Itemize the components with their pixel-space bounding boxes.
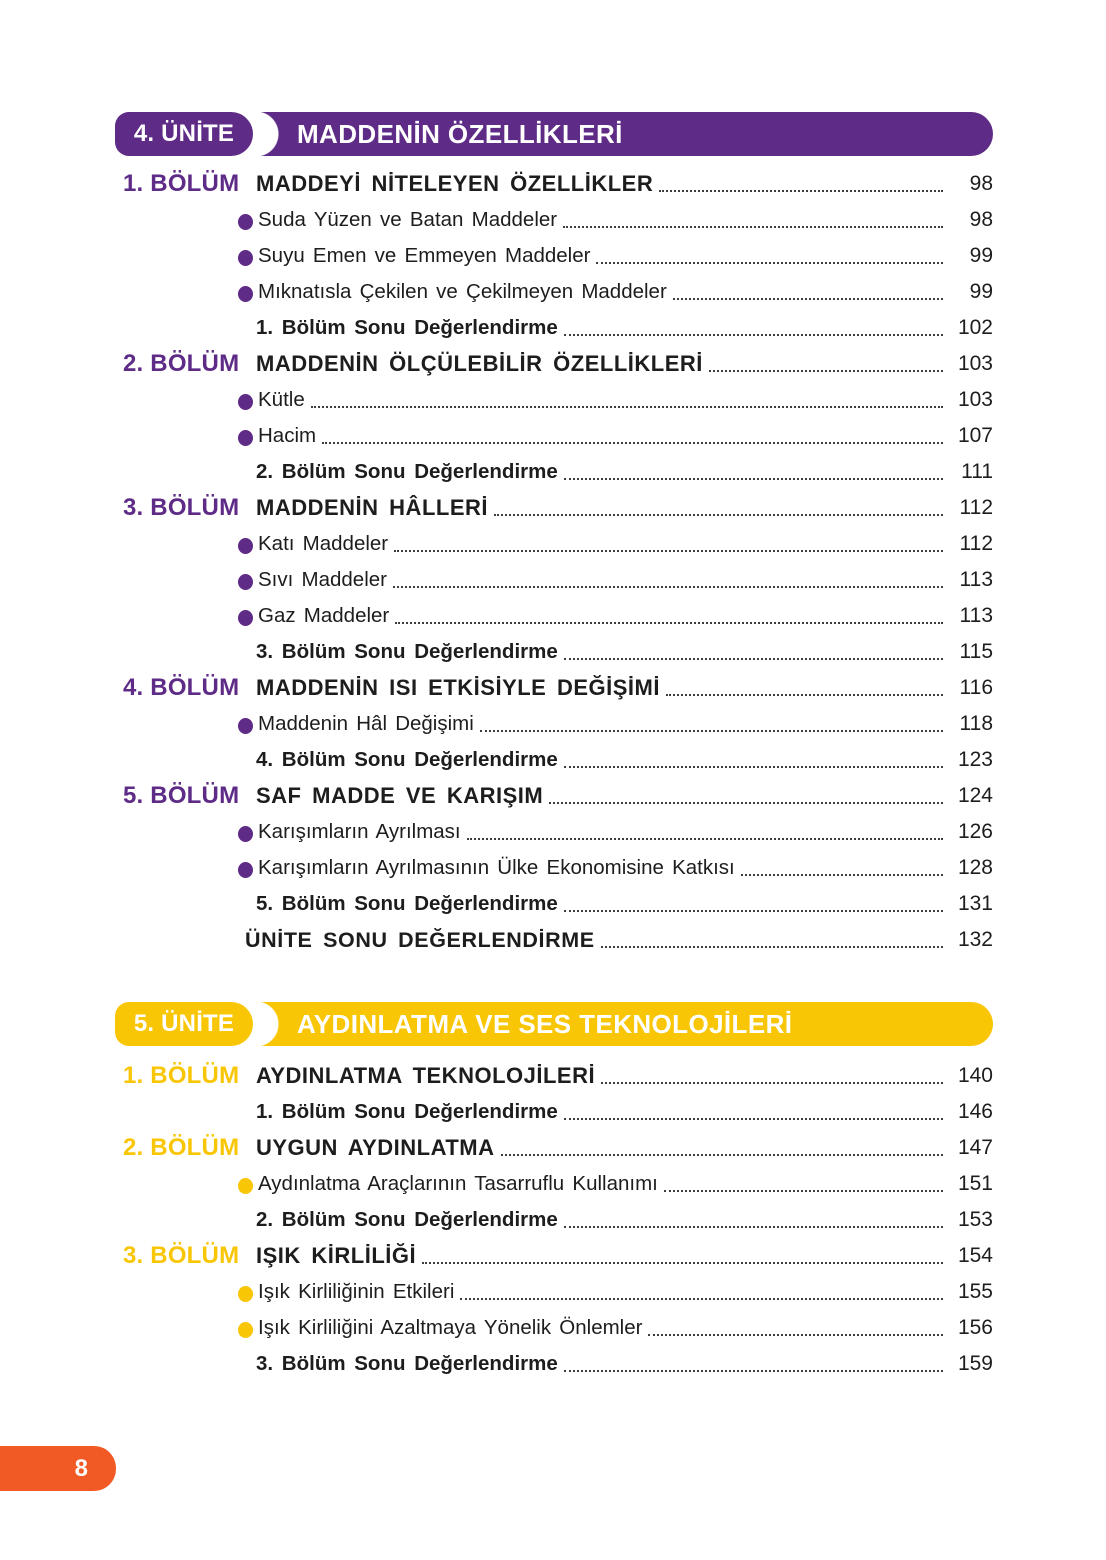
chapter-number-label: 5. BÖLÜM (123, 782, 240, 809)
toc-page-number: 111 (961, 460, 993, 483)
toc-row (115, 1172, 993, 1196)
toc-row (115, 388, 993, 412)
dot-leader (601, 946, 943, 948)
toc-row (115, 208, 993, 232)
page-number-badge: 8 (0, 1446, 116, 1491)
dot-leader (393, 586, 943, 588)
dot-leader (659, 190, 943, 192)
unit-5-section (115, 1002, 993, 1388)
unit-4-section (115, 112, 993, 964)
toc-entry-title: ÜNİTE SONU DEĞERLENDİRME (245, 928, 595, 952)
toc-entry-title: 2. Bölüm Sonu Değerlendirme (256, 460, 558, 483)
toc-page-number: 146 (957, 1100, 993, 1123)
toc-row (115, 712, 993, 736)
bullet-icon (238, 1286, 253, 1302)
dot-leader (395, 622, 943, 624)
toc-row (115, 748, 993, 772)
toc-page-number: 102 (957, 316, 993, 339)
dot-leader (563, 226, 943, 228)
toc-row (115, 1136, 993, 1160)
toc-row (115, 532, 993, 556)
dot-leader (494, 514, 943, 516)
toc-entry-title: MADDENİN ÖLÇÜLEBİLİR ÖZELLİKLERİ (256, 351, 703, 376)
toc-entry-title: Karışımların Ayrılması (258, 820, 461, 843)
toc-page-number: 98 (969, 172, 993, 195)
dot-leader (564, 766, 943, 768)
dot-leader (666, 694, 943, 696)
toc-entry-title: Karışımların Ayrılmasının Ülke Ekonomisine Katkısı (258, 856, 735, 879)
toc-page-number: 155 (957, 1280, 993, 1303)
chapter-number-label: 2. BÖLÜM (123, 1134, 240, 1161)
toc-page-number: 118 (959, 712, 993, 735)
toc-row (115, 928, 993, 952)
toc-row (115, 1064, 993, 1088)
toc-entry-title: Suyu Emen ve Emmeyen Maddeler (258, 244, 591, 267)
toc-entry-title: Katı Maddeler (258, 532, 389, 555)
chapter-number-label: 3. BÖLÜM (123, 494, 240, 521)
dot-leader (322, 442, 943, 444)
bullet-icon (238, 574, 253, 590)
dot-leader (564, 910, 943, 912)
toc-page-number: 107 (957, 424, 993, 447)
toc-page-number: 113 (959, 604, 993, 627)
toc-row (115, 424, 993, 448)
toc-page-number: 98 (969, 208, 993, 231)
toc-entry-title: Kütle (258, 388, 305, 411)
dot-leader (564, 1370, 943, 1372)
dot-leader (564, 478, 943, 480)
toc-row (115, 1244, 993, 1268)
toc-page-number: 147 (957, 1136, 993, 1159)
toc-entry-title: UYGUN AYDINLATMA (256, 1135, 495, 1160)
toc-row (115, 568, 993, 592)
toc-entry-title: 1. Bölüm Sonu Değerlendirme (256, 1100, 558, 1123)
toc-entry-title: MADDENİN HÂLLERİ (256, 495, 488, 520)
toc-entry-title: 1. Bölüm Sonu Değerlendirme (256, 316, 558, 339)
toc-entry-title: Aydınlatma Araçlarının Tasarruflu Kullanımı (258, 1172, 658, 1195)
unit-5-toc-list (115, 1064, 993, 1376)
toc-entry-title: Işık Kirliliğini Azaltmaya Yönelik Önlemler (258, 1316, 643, 1339)
chapter-number-label: 1. BÖLÜM (123, 1062, 240, 1089)
toc-entry-title: Mıknatısla Çekilen ve Çekilmeyen Maddeler (258, 280, 667, 303)
toc-row (115, 172, 993, 196)
chapter-number-label: 1. BÖLÜM (123, 170, 240, 197)
dot-leader (564, 1226, 943, 1228)
toc-page-number: 131 (957, 892, 993, 915)
dot-leader (460, 1298, 943, 1300)
dot-leader (394, 550, 943, 552)
toc-entry-title: AYDINLATMA TEKNOLOJİLERİ (256, 1063, 596, 1088)
toc-row (115, 856, 993, 880)
toc-entry-title: 4. Bölüm Sonu Değerlendirme (256, 748, 558, 771)
dot-leader (564, 334, 943, 336)
toc-page-number: 154 (957, 1244, 993, 1267)
toc-page-number: 113 (959, 568, 993, 591)
toc-page-number: 132 (957, 928, 993, 951)
toc-row (115, 676, 993, 700)
unit-5-header (115, 1002, 993, 1046)
unit-number-pill: 4. ÜNİTE (115, 112, 253, 156)
toc-row (115, 784, 993, 808)
dot-leader (480, 730, 943, 732)
toc-row (115, 1208, 993, 1232)
bullet-icon (238, 1178, 253, 1194)
dot-leader (501, 1154, 943, 1156)
chapter-number-label: 3. BÖLÜM (123, 1242, 240, 1269)
bullet-icon (238, 610, 253, 626)
bullet-icon (238, 1322, 253, 1338)
toc-row (115, 820, 993, 844)
bullet-icon (238, 394, 253, 410)
chapter-number-label: 2. BÖLÜM (123, 350, 240, 377)
dot-leader (648, 1334, 943, 1336)
toc-row (115, 352, 993, 376)
toc-row (115, 1280, 993, 1304)
toc-row (115, 460, 993, 484)
toc-page-number: 140 (957, 1064, 993, 1087)
toc-entry-title: Gaz Maddeler (258, 604, 390, 627)
toc-entry-title: Işık Kirliliğinin Etkileri (258, 1280, 455, 1303)
bullet-icon (238, 826, 253, 842)
dot-leader (467, 838, 943, 840)
toc-row (115, 604, 993, 628)
toc-entry-title: IŞIK KİRLİLİĞİ (256, 1243, 417, 1268)
unit-title-bar: MADDENİN ÖZELLİKLERİ (261, 112, 993, 156)
toc-row (115, 496, 993, 520)
dot-leader (422, 1262, 943, 1264)
toc-row (115, 280, 993, 304)
toc-entry-title: Suda Yüzen ve Batan Maddeler (258, 208, 558, 231)
toc-page-number: 112 (959, 532, 993, 555)
toc-entry-title: 3. Bölüm Sonu Değerlendirme (256, 1352, 558, 1375)
toc-entry-title: 3. Bölüm Sonu Değerlendirme (256, 640, 558, 663)
toc-entry-title: MADDENİN ISI ETKİSİYLE DEĞİŞİMİ (256, 675, 660, 700)
toc-page-number: 103 (957, 388, 993, 411)
toc-entry-title: MADDEYİ NİTELEYEN ÖZELLİKLER (256, 171, 654, 196)
toc-row (115, 316, 993, 340)
bullet-icon (238, 430, 253, 446)
bullet-icon (238, 214, 253, 230)
dot-leader (311, 406, 943, 408)
toc-page-number: 103 (957, 352, 993, 375)
dot-leader (564, 1118, 943, 1120)
toc-row (115, 1316, 993, 1340)
unit-number-pill: 5. ÜNİTE (115, 1002, 253, 1046)
toc-page-number: 99 (969, 244, 993, 267)
toc-page-number: 99 (969, 280, 993, 303)
toc-row (115, 1100, 993, 1124)
toc-page-number: 151 (957, 1172, 993, 1195)
toc-entry-title: 2. Bölüm Sonu Değerlendirme (256, 1208, 558, 1231)
bullet-icon (238, 538, 253, 554)
toc-row (115, 892, 993, 916)
toc-page-number: 126 (957, 820, 993, 843)
toc-page-number: 112 (959, 496, 993, 519)
bullet-icon (238, 862, 253, 878)
toc-entry-title: Maddenin Hâl Değişimi (258, 712, 474, 735)
bullet-icon (238, 250, 253, 266)
toc-page-number: 156 (957, 1316, 993, 1339)
toc-page-number: 116 (959, 676, 993, 699)
toc-entry-title: 5. Bölüm Sonu Değerlendirme (256, 892, 558, 915)
dot-leader (596, 262, 943, 264)
toc-entry-title: Hacim (258, 424, 317, 447)
toc-entry-title: SAF MADDE VE KARIŞIM (256, 783, 544, 808)
dot-leader (741, 874, 943, 876)
dot-leader (564, 658, 943, 660)
unit-4-header (115, 112, 993, 156)
dot-leader (601, 1082, 943, 1084)
toc-page-number: 115 (959, 640, 993, 663)
toc-row (115, 244, 993, 268)
dot-leader (664, 1190, 943, 1192)
dot-leader (673, 298, 943, 300)
dot-leader (549, 802, 943, 804)
bullet-icon (238, 286, 253, 302)
toc-page-number: 159 (957, 1352, 993, 1375)
toc-page-number: 123 (957, 748, 993, 771)
toc-page-number: 153 (957, 1208, 993, 1231)
toc-row (115, 1352, 993, 1376)
toc-entry-title: Sıvı Maddeler (258, 568, 387, 591)
bullet-icon (238, 718, 253, 734)
unit-4-toc-list (115, 172, 993, 952)
chapter-number-label: 4. BÖLÜM (123, 674, 240, 701)
unit-title-bar: AYDINLATMA VE SES TEKNOLOJİLERİ (261, 1002, 993, 1046)
dot-leader (709, 370, 943, 372)
toc-page-number: 124 (957, 784, 993, 807)
toc-row (115, 640, 993, 664)
toc-page-number: 128 (957, 856, 993, 879)
